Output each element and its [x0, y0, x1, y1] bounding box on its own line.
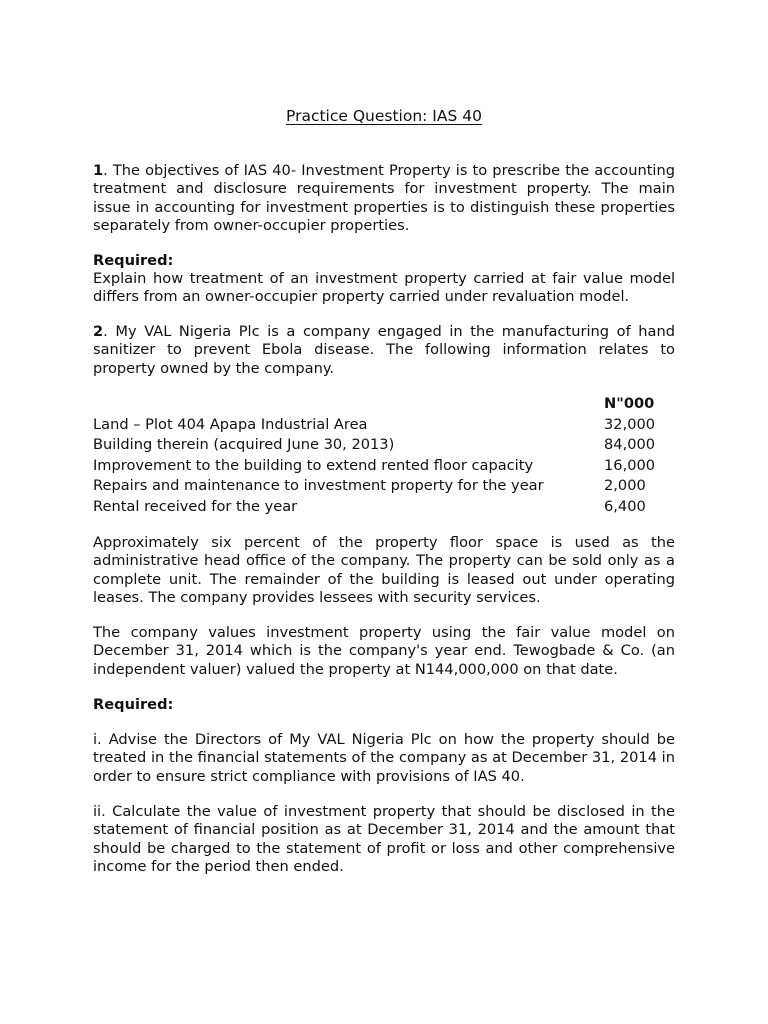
question-1-required-label: Required: — [93, 252, 174, 269]
property-table — [93, 394, 675, 518]
table-row-value: 6,400 — [604, 497, 646, 515]
table-row — [93, 435, 675, 456]
table-header-row — [93, 394, 675, 415]
question-1-required-text: Explain how treatment of an investment property carried at fair value model differs from an owner-occupier property carried under revaluation model. — [93, 270, 675, 306]
table-header-amount: N"000 — [604, 395, 655, 412]
table-row-label: Land – Plot 404 Apapa Industrial Area — [93, 415, 368, 433]
question-1-number: 1 — [93, 162, 104, 179]
question-2-paragraph-1: Approximately six percent of the property floor space is used as the administrative head office of the company. The property can be sold only as a complete unit. The remainder of the building is leased out under operating leases. The company provides lessees with security services. — [93, 534, 675, 606]
page-title: Practice Question: IAS 40 — [286, 107, 482, 125]
question-2-number: 2 — [93, 323, 104, 340]
table-row — [93, 497, 675, 518]
question-2-intro — [93, 323, 675, 378]
table-row — [93, 415, 675, 436]
question-1-text: . The objectives of IAS 40- Investment Property is to prescribe the accounting treatment and disclosure requirements for investment property. The main issue in accounting for investment properties is to distinguish these properties separately from owner-occupier properties. — [93, 162, 675, 234]
table-row — [93, 476, 675, 497]
question-2-part-ii: ii. Calculate the value of investment property that should be disclosed in the statement of financial position as at December 31, 2014 and the amount that should be charged to the statement of profit or loss and other comprehensive income for the period then ended. — [93, 803, 675, 875]
table-row-label: Rental received for the year — [93, 497, 298, 515]
question-2-part-i: i. Advise the Directors of My VAL Nigeria Plc on how the property should be treated in the financial statements of the company as at December 31, 2014 in order to ensure strict compliance with provisions of IAS 40. — [93, 731, 675, 785]
table-row-label: Improvement to the building to extend rented floor capacity — [93, 456, 534, 474]
table-row-value: 2,000 — [604, 477, 646, 495]
table-row-value: 32,000 — [604, 415, 656, 433]
table-row-label: Repairs and maintenance to investment property for the year — [93, 477, 544, 495]
table-row — [93, 456, 675, 477]
table-row-label: Building therein (acquired June 30, 2013) — [93, 436, 395, 454]
table-row-value: 84,000 — [604, 436, 656, 454]
table-row-value: 16,000 — [604, 456, 656, 474]
question-2-intro-text: . My VAL Nigeria Plc is a company engaged in the manufacturing of hand sanitizer to prevent Ebola disease. The following information relates to property owned by the company. — [93, 323, 675, 377]
question-2-required-label: Required: — [93, 696, 174, 713]
question-2-paragraph-2: The company values investment property using the fair value model on December 31, 2014 which is the company's year end. Tewogbade & Co. (an independent valuer) valued the property at N144,000,000 on that date. — [93, 624, 675, 678]
question-1-paragraph — [93, 162, 675, 235]
